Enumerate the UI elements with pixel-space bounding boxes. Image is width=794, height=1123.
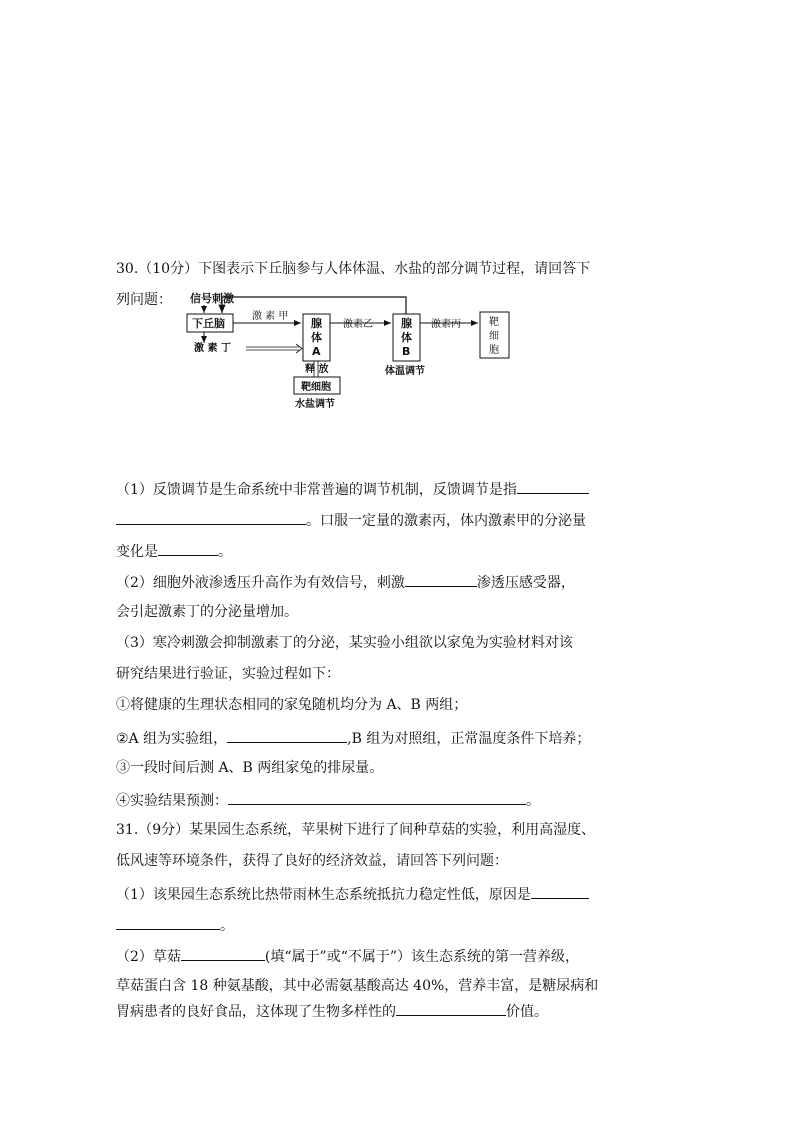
hormone-jia-label: 激 素 甲 xyxy=(252,311,289,322)
q30-p2-line2: 会引起激素丁的分泌量增加。 xyxy=(116,604,298,620)
q31-p2-text: （2）草菇 xyxy=(116,949,181,965)
q30-step2 xyxy=(116,727,590,749)
q30-p1-line3-end: 。 xyxy=(218,544,232,560)
q31-p1-line2-end: 。 xyxy=(220,918,234,934)
q31-p1-line2 xyxy=(116,914,234,936)
target2-label: 靶细胞 xyxy=(301,382,331,393)
q31-intro-line2: 低风速等环境条件，获得了良好的经济效益，请回答下列问题： xyxy=(116,853,508,869)
q31-p2-line3-end: 价值。 xyxy=(506,1004,548,1020)
q30-intro-line2: 列问题： xyxy=(116,292,172,308)
q30-step2-blank[interactable] xyxy=(227,727,347,743)
hypothalamus-label: 下丘脑 xyxy=(192,317,225,330)
release-label: 释 放 xyxy=(305,364,329,375)
q30-p1-line3 xyxy=(116,540,232,562)
q30-p2-text-end: 渗透压感受器， xyxy=(476,575,575,591)
q30-p1-line1 xyxy=(116,478,589,500)
target1-char3: 胞 xyxy=(489,345,499,356)
hormone-regulation-diagram xyxy=(180,288,520,418)
q30-p3-line1: （3）寒冷刺激会抑制激素丁的分泌，某实验小组欲以家兔为实验材料对该 xyxy=(116,635,573,651)
gland-a-char1: 腺 xyxy=(311,317,322,330)
temperature-regulation-label: 体温调节 xyxy=(385,366,425,377)
q30-p2-blank[interactable] xyxy=(405,571,477,587)
q31-p2-blank-a[interactable] xyxy=(181,945,265,961)
target1-char2: 细 xyxy=(489,331,499,342)
hormone-ding-label: 激 素 丁 xyxy=(194,343,231,354)
q30-step4 xyxy=(116,789,540,811)
signal-label: 信号刺激 xyxy=(190,292,234,305)
q30-step1: ①将健康的生理状态相同的家兔随机均分为 A、B 两组； xyxy=(116,697,468,713)
q31-p1-blank-b[interactable] xyxy=(116,914,220,930)
q30-p1-line3-text: 变化是 xyxy=(116,544,158,560)
water-salt-regulation-label: 水盐调节 xyxy=(295,399,335,410)
q30-step2-text: ②A 组为实验组， xyxy=(116,731,228,747)
q30-p2-text: （2）细胞外液渗透压升高作为有效信号，刺激 xyxy=(116,575,405,591)
q31-p1-line1 xyxy=(116,883,589,905)
q30-step2-text-end: ,B 组为对照组，正常温度条件下培养； xyxy=(347,731,591,747)
q31-p2-line3 xyxy=(116,1000,548,1022)
q30-p1-blank-a[interactable] xyxy=(517,478,589,494)
q31-p2-line2: 草菇蛋白含 18 种氨基酸，其中必需氨基酸高达 40%，营养丰富，是糖尿病和 xyxy=(116,978,599,994)
gland-b-char3: B xyxy=(402,345,411,358)
q30-p1-line2-text: 。口服一定量的激素丙，体内激素甲的分泌量 xyxy=(306,513,586,529)
q31-p1-text: （1）该果园生态系统比热带雨林生态系统抵抗力稳定性低，原因是 xyxy=(116,887,531,903)
q30-p1-line2 xyxy=(116,509,586,531)
q30-p2-line1 xyxy=(116,571,575,593)
hormone-ding-arrowhead xyxy=(296,344,302,353)
hormone-bing-label: 激素丙 xyxy=(431,319,461,330)
gland-b-char2: 体 xyxy=(401,331,412,344)
q30-p1-text: （1）反馈调节是生命系统中非常普遍的调节机制，反馈调节是指 xyxy=(116,482,517,498)
q30-p3-line2: 研究结果进行验证，实验过程如下： xyxy=(116,666,340,682)
gland-a-char3: A xyxy=(312,345,321,358)
q31-p2-blank-b[interactable] xyxy=(396,1000,506,1016)
gland-b-char1: 腺 xyxy=(401,317,412,330)
q31-p2-line1 xyxy=(116,945,579,967)
q30-step4-end: 。 xyxy=(526,793,540,809)
q30-step4-blank[interactable] xyxy=(228,789,526,805)
hormone-yi-label: 激素乙 xyxy=(343,319,373,330)
q30-p1-blank-b[interactable] xyxy=(116,509,306,525)
q30-step3: ③一段时间后测 A、B 两组家兔的排尿量。 xyxy=(116,760,384,776)
q31-p1-blank-a[interactable] xyxy=(531,883,589,899)
feedback-arrow xyxy=(222,297,406,314)
q31-p2-text-end: (填“属于”或“不属于”）该生态系统的第一营养级， xyxy=(264,949,580,965)
q30-intro-line1: 30.（10分）下图表示下丘脑参与人体体温、水盐的部分调节过程，请回答下 xyxy=(116,261,591,277)
q30-p1-blank-c[interactable] xyxy=(158,540,218,556)
q30-step4-text: ④实验结果预测： xyxy=(116,793,228,809)
gland-a-char2: 体 xyxy=(311,331,322,344)
target1-char1: 靶 xyxy=(489,317,499,328)
q31-intro-line1: 31.（9分）某果园生态系统，苹果树下进行了间种草菇的实验，利用高湿度、 xyxy=(116,822,596,838)
q31-p2-line3-text: 胃病患者的良好食品，这体现了生物多样性的 xyxy=(116,1004,396,1020)
